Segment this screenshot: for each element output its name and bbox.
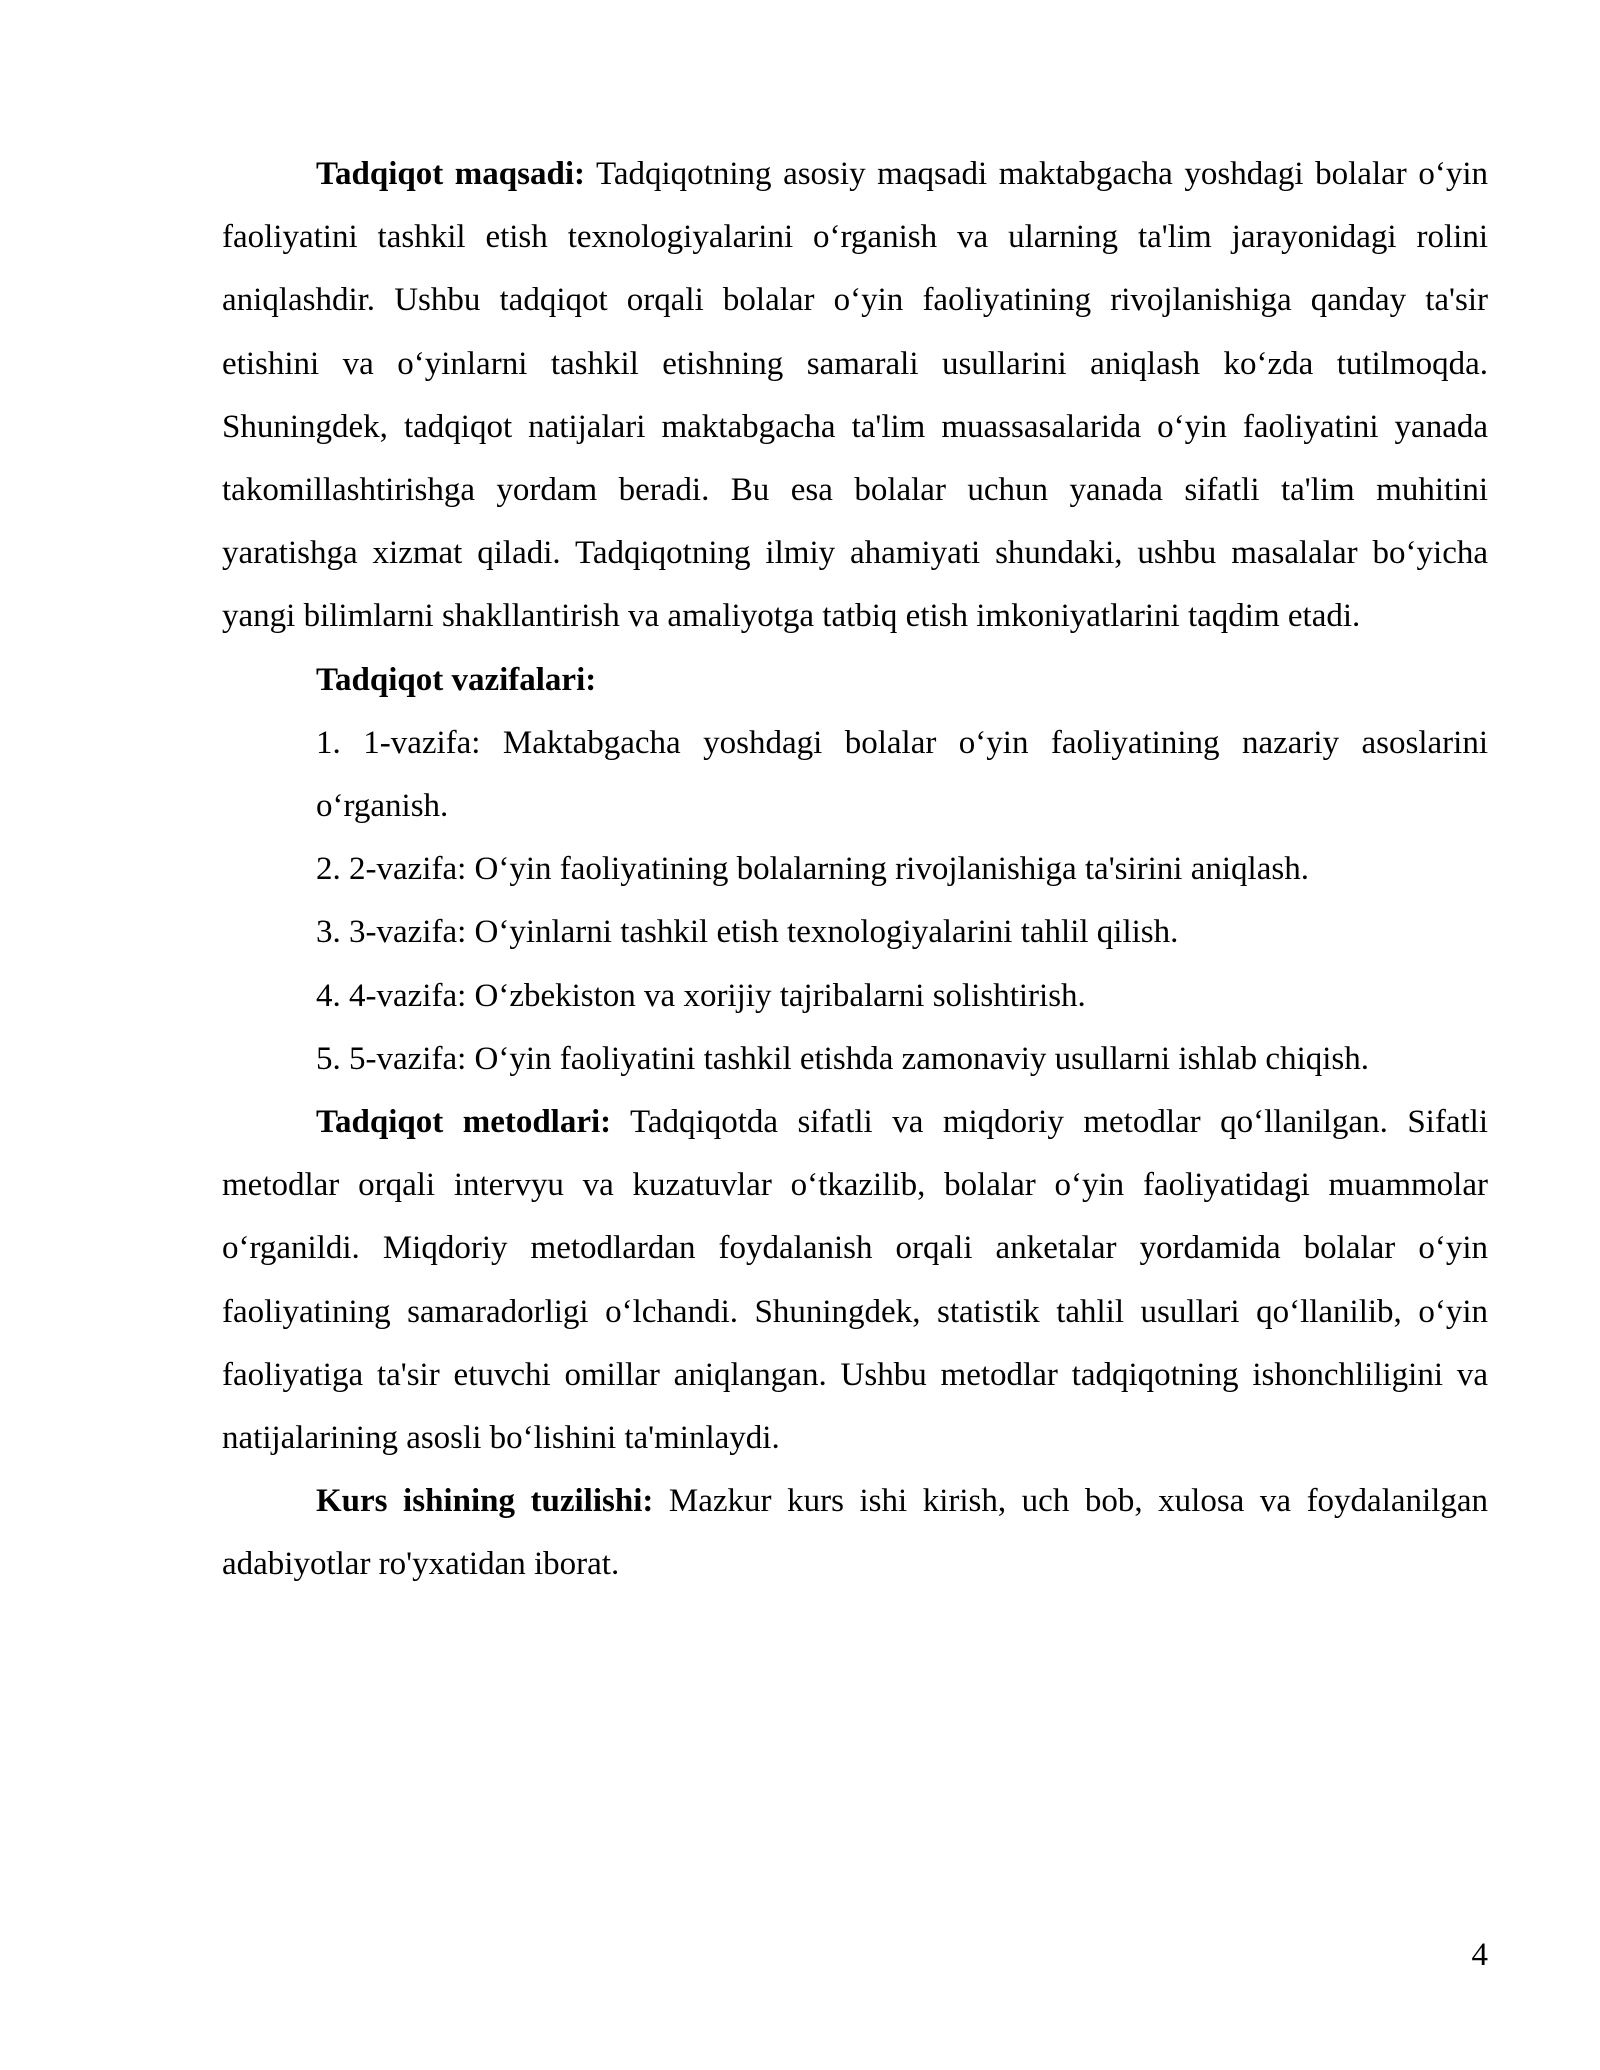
page-number: 4 [1471,1937,1488,1973]
text-tadqiqot-maqsadi: Tadqiqotning asosiy maqsadi maktabgacha yoshdagi bolalar o‘yin faoliyatini tashkil etish texnologiyalarini o‘rganish va ularning ta'lim jarayonidagi rolini aniqlashdir. Ushbu tadqiqot orqali bolalar o‘yin faoliyatining rivojlanishiga qanday ta'sir etishini va o‘yinlarni tashkil etishning samarali usullarini aniqlash ko‘zda tutilmoqda. Shuningdek, tadqiqot natijalari maktabgacha ta'lim muassasalarida o‘yin faoliyatini yanada takomillashtirishga yordam beradi. Bu esa bolalar uchun yanada sifatli ta'lim muhitini yaratishga xizmat qiladi. Tadqiqotning ilmiy ahamiyati shundaki, ushbu masalalar bo‘yicha yangi bilimlarni shakllantirish va amaliyotga tatbiq etish imkoniyatlarini taqdim etadi. [222,156,1488,635]
paragraph-tadqiqot-vazifalari-heading [222,649,1488,712]
vazifalar-list [222,712,1488,1091]
list-item: 4. 4-vazifa: O‘zbekiston va xorijiy tajribalarni solishtirish. [316,977,1086,1014]
list-item: 3. 3-vazifa: O‘yinlarni tashkil etish texnologiyalarini tahlil qilish. [316,914,1179,951]
heading-kurs-ishining-tuzilishi: Kurs ishining tuzilishi: [316,1483,654,1520]
list-item: 2. 2-vazifa: O‘yin faoliyatining bolalarning rivojlanishiga ta'sirini aniqlash. [316,851,1309,888]
list-item: 5. 5-vazifa: O‘yin faoliyatini tashkil etishda zamonaviy usullarni ishlab chiqish. [316,1040,1370,1077]
heading-tadqiqot-maqsadi: Tadqiqot maqsadi: [316,156,585,192]
paragraph-kurs-ishining-tuzilishi [222,1470,1488,1596]
paragraph-tadqiqot-metodlari [222,1091,1488,1470]
paragraph-tadqiqot-maqsadi [222,143,1488,649]
document-page [222,143,1488,1597]
heading-tadqiqot-vazifalari: Tadqiqot vazifalari: [316,661,597,698]
list-item: 1. 1-vazifa: Maktabgacha yoshdagi bolalar o‘yin faoliyatining nazariy asoslarini o‘rganish. [316,724,1488,825]
text-tadqiqot-metodlari: Tadqiqotda sifatli va miqdoriy metodlar qo‘llanilgan. Sifatli metodlar orqali intervyu va kuzatuvlar o‘tkazilib, bolalar o‘yin faoliyatidagi muammolar o‘rganildi. Miqdoriy metodlardan foydalanish orqali anketalar yordamida bolalar o‘yin faoliyatining samaradorligi o‘lchandi. Shuningdek, statistik tahlil usullari qo‘llanilib, o‘yin faoliyatiga ta'sir etuvchi omillar aniqlangan. Ushbu metodlar tadqiqotning ishonchliligini va natijalarining asosli bo‘lishini ta'minlaydi. [222,1104,1488,1457]
text-kurs-ishining-tuzilishi: Mazkur kurs ishi kirish, uch bob, xulosa va foydalanilgan adabiyotlar ro'yxatidan iborat. [222,1483,1489,1583]
heading-tadqiqot-metodlari: Tadqiqot metodlari: [316,1104,612,1141]
